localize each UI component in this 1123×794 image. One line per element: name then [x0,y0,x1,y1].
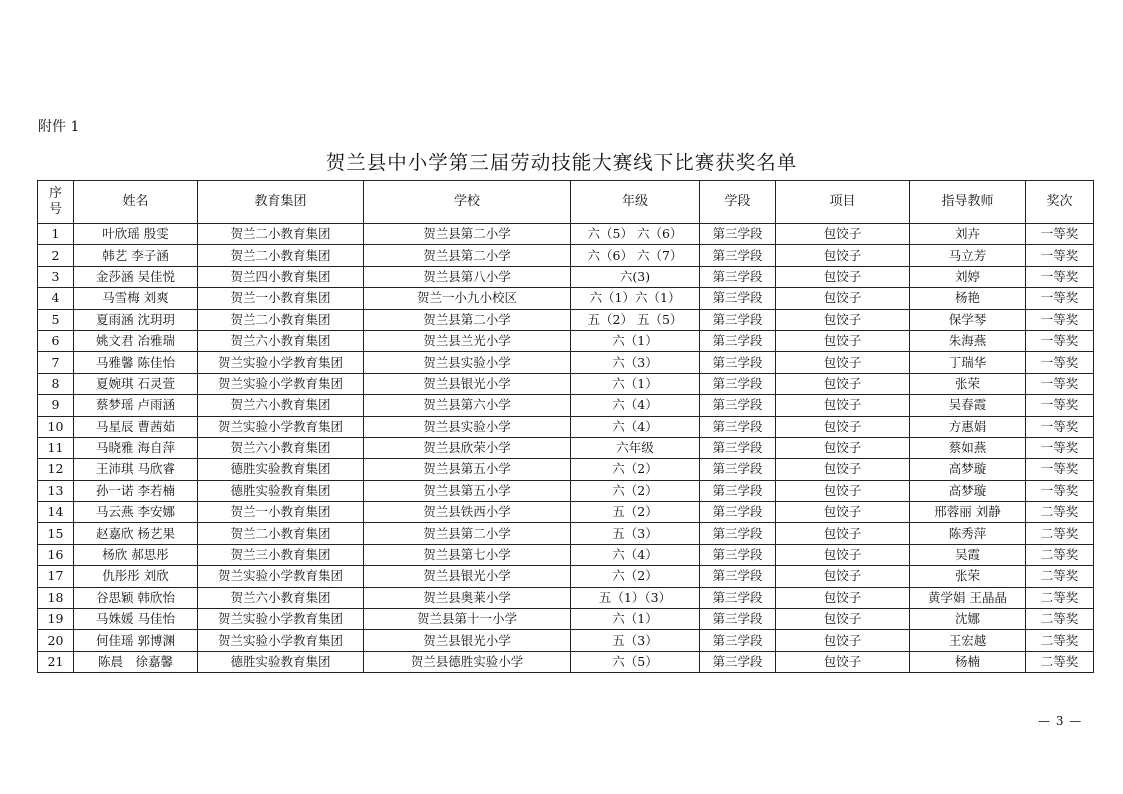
cell-stage: 第三学段 [700,544,776,565]
header-award: 奖次 [1026,181,1094,224]
cell-stage: 第三学段 [700,630,776,651]
cell-project: 包饺子 [776,587,910,608]
cell-school: 贺兰县第五小学 [364,480,571,501]
cell-grade: 六（2） [571,459,700,480]
header-teacher: 指导教师 [910,181,1026,224]
cell-seq: 6 [38,330,74,351]
cell-teacher: 张荣 [910,566,1026,587]
table-row [38,373,1094,394]
table-row [38,395,1094,416]
table-row [38,245,1094,266]
cell-group: 贺兰六小教育集团 [198,395,364,416]
cell-teacher: 张荣 [910,373,1026,394]
cell-name: 赵嘉欣 杨艺果 [74,523,198,544]
cell-name: 夏雨涵 沈玥玥 [74,309,198,330]
cell-project: 包饺子 [776,609,910,630]
cell-award: 一等奖 [1026,245,1094,266]
document-title: 贺兰县中小学第三届劳动技能大赛线下比赛获奖名单 [325,151,798,174]
cell-award: 一等奖 [1026,395,1094,416]
cell-teacher: 高梦璇 [910,480,1026,501]
cell-teacher: 吴霞 [910,544,1026,565]
cell-award: 一等奖 [1026,288,1094,309]
cell-teacher: 高梦璇 [910,459,1026,480]
cell-school: 贺兰县兰光小学 [364,330,571,351]
cell-grade: 六（1） [571,330,700,351]
cell-stage: 第三学段 [700,459,776,480]
header-seq-top: 序 [48,186,62,201]
cell-school: 贺兰县第二小学 [364,245,571,266]
cell-stage: 第三学段 [700,373,776,394]
cell-grade: 六（1） [571,609,700,630]
page-number: — 3 — [1038,714,1083,728]
cell-group: 贺兰三小教育集团 [198,544,364,565]
cell-grade: 五（3） [571,630,700,651]
cell-grade: 五（2） 五（5） [571,309,700,330]
cell-teacher: 沈娜 [910,609,1026,630]
cell-stage: 第三学段 [700,309,776,330]
cell-seq: 2 [38,245,74,266]
cell-group: 贺兰实验小学教育集团 [198,566,364,587]
cell-teacher: 马立芳 [910,245,1026,266]
cell-stage: 第三学段 [700,651,776,672]
cell-award: 一等奖 [1026,373,1094,394]
cell-group: 贺兰二小教育集团 [198,245,364,266]
cell-project: 包饺子 [776,266,910,287]
header-school: 学校 [364,181,571,224]
cell-award: 二等奖 [1026,566,1094,587]
cell-grade: 六（4） [571,395,700,416]
cell-group: 贺兰实验小学教育集团 [198,416,364,437]
cell-award: 二等奖 [1026,502,1094,523]
cell-stage: 第三学段 [700,416,776,437]
cell-seq: 13 [38,480,74,501]
cell-teacher: 丁瑞华 [910,352,1026,373]
table-row [38,266,1094,287]
cell-seq: 17 [38,566,74,587]
cell-name: 陈晨 徐嘉馨 [74,651,198,672]
header-project: 项目 [776,181,910,224]
cell-project: 包饺子 [776,523,910,544]
cell-seq: 16 [38,544,74,565]
cell-grade: 六（1） [571,373,700,394]
cell-school: 贺兰县第二小学 [364,309,571,330]
cell-school: 贺兰县实验小学 [364,352,571,373]
cell-name: 韩艺 李子涵 [74,245,198,266]
cell-stage: 第三学段 [700,523,776,544]
cell-school: 贺兰县银光小学 [364,566,571,587]
cell-name: 孙一诺 李若楠 [74,480,198,501]
cell-grade: 六（5） 六（6） [571,224,700,245]
cell-name: 马雪梅 刘爽 [74,288,198,309]
cell-school: 贺兰县奥莱小学 [364,587,571,608]
table-row [38,416,1094,437]
cell-group: 德胜实验教育集团 [198,480,364,501]
table-row [38,523,1094,544]
cell-name: 叶欣瑶 殷雯 [74,224,198,245]
cell-project: 包饺子 [776,352,910,373]
cell-school: 贺兰县第五小学 [364,459,571,480]
cell-name: 马姝媛 马佳怡 [74,609,198,630]
table-row [38,224,1094,245]
cell-seq: 3 [38,266,74,287]
cell-seq: 4 [38,288,74,309]
cell-name: 马云燕 李安娜 [74,502,198,523]
cell-name: 马晓雅 海自萍 [74,437,198,458]
cell-grade: 五（1）（3） [571,587,700,608]
cell-award: 一等奖 [1026,437,1094,458]
cell-group: 贺兰六小教育集团 [198,587,364,608]
cell-grade: 六（6） 六（7） [571,245,700,266]
cell-project: 包饺子 [776,224,910,245]
cell-stage: 第三学段 [700,266,776,287]
cell-name: 夏婉琪 石灵萱 [74,373,198,394]
table-row [38,352,1094,373]
cell-stage: 第三学段 [700,288,776,309]
cell-group: 贺兰二小教育集团 [198,309,364,330]
cell-award: 二等奖 [1026,630,1094,651]
cell-seq: 10 [38,416,74,437]
cell-name: 马雅馨 陈佳怡 [74,352,198,373]
cell-teacher: 朱海燕 [910,330,1026,351]
cell-stage: 第三学段 [700,245,776,266]
cell-teacher: 王宏越 [910,630,1026,651]
cell-name: 杨欣 郝思彤 [74,544,198,565]
table-row [38,437,1094,458]
cell-seq: 11 [38,437,74,458]
table-row [38,544,1094,565]
cell-teacher: 刘卉 [910,224,1026,245]
cell-group: 贺兰四小教育集团 [198,266,364,287]
table-row [38,651,1094,672]
cell-stage: 第三学段 [700,330,776,351]
cell-group: 贺兰一小教育集团 [198,502,364,523]
cell-stage: 第三学段 [700,566,776,587]
cell-school: 贺兰县第十一小学 [364,609,571,630]
cell-grade: 六(3) [571,266,700,287]
cell-group: 贺兰实验小学教育集团 [198,609,364,630]
table-row [38,309,1094,330]
cell-stage: 第三学段 [700,224,776,245]
cell-school: 贺兰县第七小学 [364,544,571,565]
cell-seq: 15 [38,523,74,544]
cell-award: 一等奖 [1026,352,1094,373]
cell-project: 包饺子 [776,544,910,565]
header-grade: 年级 [571,181,700,224]
cell-grade: 六（2） [571,566,700,587]
table-row [38,609,1094,630]
cell-teacher: 保学琴 [910,309,1026,330]
cell-award: 一等奖 [1026,480,1094,501]
cell-seq: 9 [38,395,74,416]
cell-group: 贺兰一小教育集团 [198,288,364,309]
cell-project: 包饺子 [776,459,910,480]
cell-name: 马星辰 曹茜茹 [74,416,198,437]
cell-group: 贺兰实验小学教育集团 [198,373,364,394]
cell-grade: 六（3） [571,352,700,373]
cell-school: 贺兰县第八小学 [364,266,571,287]
cell-school: 贺兰县银光小学 [364,373,571,394]
cell-award: 一等奖 [1026,416,1094,437]
cell-award: 一等奖 [1026,459,1094,480]
table-row [38,480,1094,501]
table-row [38,566,1094,587]
cell-teacher: 陈秀萍 [910,523,1026,544]
cell-project: 包饺子 [776,330,910,351]
cell-school: 贺兰县第二小学 [364,523,571,544]
cell-project: 包饺子 [776,245,910,266]
cell-name: 谷思颖 韩欣怡 [74,587,198,608]
cell-project: 包饺子 [776,566,910,587]
header-seq-bottom: 号 [48,202,62,217]
cell-stage: 第三学段 [700,352,776,373]
cell-teacher: 刘婷 [910,266,1026,287]
cell-grade: 六（1）六（1） [571,288,700,309]
attachment-label: 附件 1 [38,119,80,135]
cell-award: 二等奖 [1026,523,1094,544]
cell-group: 德胜实验教育集团 [198,651,364,672]
cell-school: 贺兰县第二小学 [364,224,571,245]
cell-teacher: 黄学娟 王晶晶 [910,587,1026,608]
cell-project: 包饺子 [776,630,910,651]
cell-seq: 21 [38,651,74,672]
cell-school: 贺兰县铁西小学 [364,502,571,523]
cell-name: 何佳瑶 郭博渊 [74,630,198,651]
cell-group: 贺兰实验小学教育集团 [198,630,364,651]
cell-teacher: 吴春霞 [910,395,1026,416]
cell-grade: 五（3） [571,523,700,544]
cell-school: 贺兰一小九小校区 [364,288,571,309]
cell-stage: 第三学段 [700,437,776,458]
cell-school: 贺兰县银光小学 [364,630,571,651]
cell-project: 包饺子 [776,373,910,394]
cell-group: 贺兰二小教育集团 [198,523,364,544]
cell-name: 姚文君 冶雅瑞 [74,330,198,351]
cell-project: 包饺子 [776,288,910,309]
cell-group: 贺兰实验小学教育集团 [198,352,364,373]
cell-project: 包饺子 [776,416,910,437]
cell-name: 蔡梦瑶 卢雨涵 [74,395,198,416]
cell-teacher: 杨艳 [910,288,1026,309]
cell-project: 包饺子 [776,502,910,523]
cell-award: 二等奖 [1026,544,1094,565]
table-row [38,587,1094,608]
header-stage: 学段 [700,181,776,224]
cell-award: 二等奖 [1026,587,1094,608]
header-seq [38,181,74,224]
cell-project: 包饺子 [776,309,910,330]
cell-seq: 8 [38,373,74,394]
award-table [37,180,1094,673]
cell-grade: 六（4） [571,416,700,437]
cell-name: 金莎涵 吴佳悦 [74,266,198,287]
cell-award: 一等奖 [1026,266,1094,287]
cell-award: 二等奖 [1026,651,1094,672]
cell-award: 一等奖 [1026,330,1094,351]
cell-grade: 六（2） [571,480,700,501]
cell-name: 王沛琪 马欣睿 [74,459,198,480]
cell-project: 包饺子 [776,651,910,672]
cell-project: 包饺子 [776,437,910,458]
cell-teacher: 方惠娟 [910,416,1026,437]
cell-stage: 第三学段 [700,609,776,630]
cell-seq: 12 [38,459,74,480]
cell-teacher: 杨楠 [910,651,1026,672]
cell-stage: 第三学段 [700,480,776,501]
cell-school: 贺兰县第六小学 [364,395,571,416]
table-row [38,330,1094,351]
cell-seq: 7 [38,352,74,373]
table-row [38,288,1094,309]
cell-seq: 20 [38,630,74,651]
cell-grade: 六（4） [571,544,700,565]
cell-seq: 1 [38,224,74,245]
table-row [38,630,1094,651]
cell-project: 包饺子 [776,480,910,501]
header-name: 姓名 [74,181,198,224]
cell-teacher: 蔡如燕 [910,437,1026,458]
cell-group: 德胜实验教育集团 [198,459,364,480]
cell-school: 贺兰县实验小学 [364,416,571,437]
cell-grade: 六（5） [571,651,700,672]
cell-grade: 五（2） [571,502,700,523]
cell-teacher: 邢蓉丽 刘静 [910,502,1026,523]
cell-seq: 18 [38,587,74,608]
cell-name: 仇彤彤 刘欣 [74,566,198,587]
cell-grade: 六年级 [571,437,700,458]
cell-stage: 第三学段 [700,587,776,608]
cell-stage: 第三学段 [700,502,776,523]
cell-seq: 14 [38,502,74,523]
table-row [38,502,1094,523]
cell-seq: 19 [38,609,74,630]
cell-group: 贺兰六小教育集团 [198,330,364,351]
cell-award: 二等奖 [1026,609,1094,630]
cell-project: 包饺子 [776,395,910,416]
cell-stage: 第三学段 [700,395,776,416]
cell-group: 贺兰六小教育集团 [198,437,364,458]
cell-school: 贺兰县欣荣小学 [364,437,571,458]
cell-award: 一等奖 [1026,309,1094,330]
cell-school: 贺兰县德胜实验小学 [364,651,571,672]
table-row [38,459,1094,480]
cell-award: 一等奖 [1026,224,1094,245]
table-body [38,224,1094,673]
header-group: 教育集团 [198,181,364,224]
cell-seq: 5 [38,309,74,330]
cell-group: 贺兰二小教育集团 [198,224,364,245]
table-header-row [38,181,1094,224]
